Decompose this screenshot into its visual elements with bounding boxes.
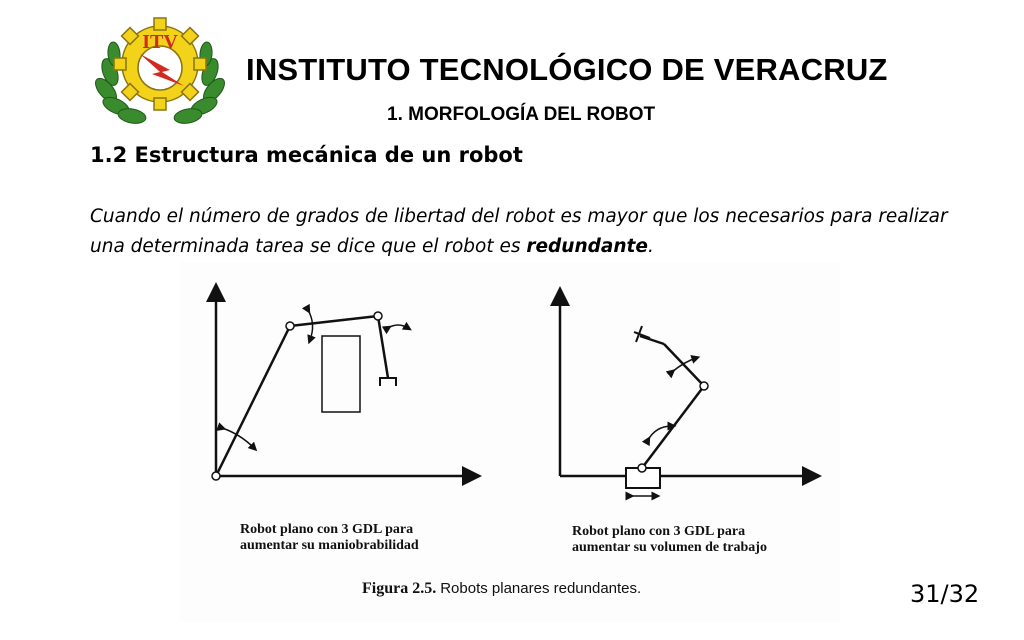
right-link-3 xyxy=(640,336,664,344)
right-caption xyxy=(572,524,767,556)
logo-text: ITV xyxy=(142,31,178,53)
right-link-2 xyxy=(664,344,704,386)
section-heading: 1.2 Estructura mecánica de un robot xyxy=(90,143,523,167)
figure-number: Figura 2.5. xyxy=(362,580,437,597)
paragraph-text: Cuando el número de grados de libertad del robot es mayor que los necesarios para realizar una determinada tarea se dice que el robot es xyxy=(90,206,948,257)
page-number: 31/32 xyxy=(910,580,980,608)
right-caption-line-1: Robot plano con 3 GDL para xyxy=(572,524,746,539)
left-caption-line-1: Robot plano con 3 GDL para xyxy=(240,522,414,537)
left-link-2 xyxy=(290,316,378,326)
robot-figure xyxy=(180,262,840,622)
chapter-subtitle: 1. MORFOLOGÍA DEL ROBOT xyxy=(387,104,656,125)
figure-caption-text: Robots planares redundantes. xyxy=(440,580,642,597)
obstacle-box xyxy=(322,336,360,412)
gear-laurel-emblem-icon xyxy=(92,10,228,128)
left-joint-1 xyxy=(212,472,220,480)
emphasis-term: redundante xyxy=(526,236,648,257)
institute-logo xyxy=(92,10,228,128)
figure-caption xyxy=(362,580,641,598)
left-caption-line-2: aumentar su maniobrabilidad xyxy=(240,538,419,553)
left-joint-3 xyxy=(374,312,382,320)
left-robot-diagram xyxy=(212,292,472,480)
left-link-1 xyxy=(216,326,290,476)
left-caption xyxy=(240,522,419,554)
right-robot-diagram xyxy=(560,296,812,496)
planar-robots-diagram xyxy=(180,262,840,622)
right-joint-1 xyxy=(638,464,646,472)
right-caption-line-2: aumentar su volumen de trabajo xyxy=(572,540,767,555)
institute-title: INSTITUTO TECNOLÓGICO DE VERACRUZ xyxy=(246,52,888,87)
body-paragraph xyxy=(90,202,950,262)
left-joint-2 xyxy=(286,322,294,330)
right-joint-2 xyxy=(700,382,708,390)
right-link-1 xyxy=(642,386,704,468)
left-rot-arrow-3 xyxy=(388,325,408,328)
left-gripper xyxy=(380,378,396,386)
paragraph-end: . xyxy=(647,236,654,257)
left-link-3 xyxy=(378,316,388,378)
